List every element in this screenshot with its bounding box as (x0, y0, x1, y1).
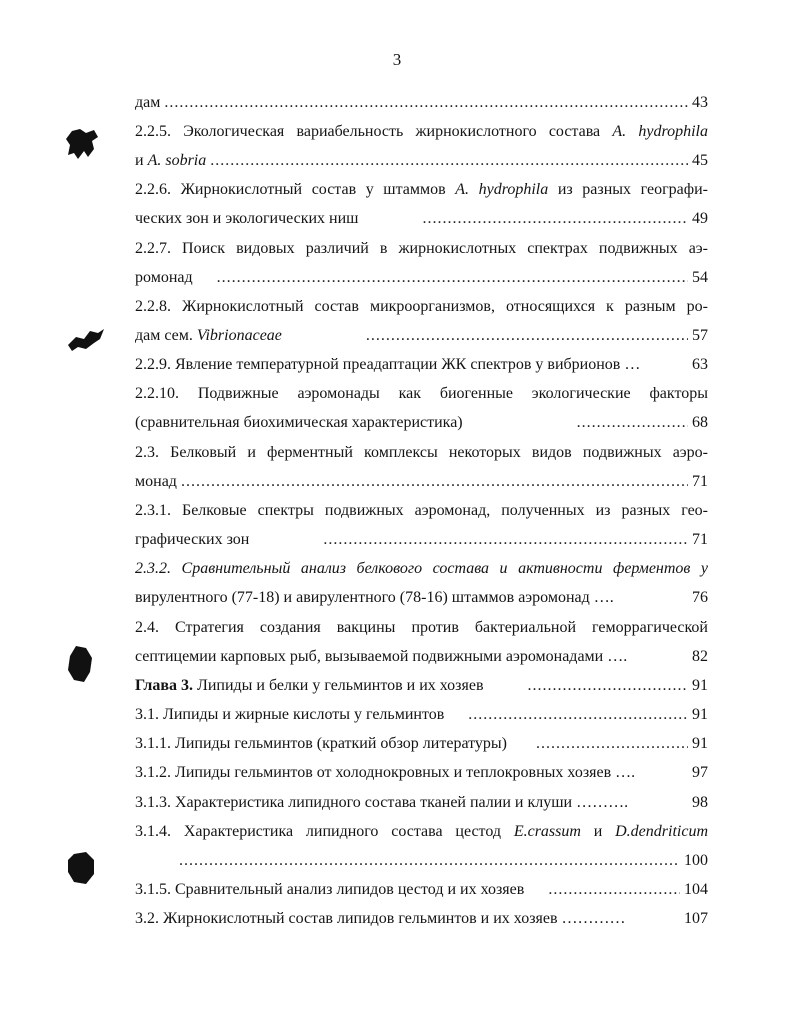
toc-line-text: из разных географи- (548, 181, 708, 198)
toc-line-1 (135, 92, 708, 114)
toc-line-19 (135, 617, 708, 639)
dot-leader (573, 412, 688, 434)
toc-line-17 (135, 558, 708, 580)
toc-line-text: 2.2.7. Поиск видовых различий в жирнокислотных спектрах подвижных аэ- (135, 240, 708, 257)
dot-leader (175, 850, 680, 872)
toc-line-text: 3.1. Липиды и жирные кислоты у гельминтов (135, 706, 445, 723)
toc-line-text: 3.1.1. Липиды гельминтов (краткий обзор литературы) (135, 735, 507, 752)
toc-line-text: 2.2.6. Жирнокислотный состав у штаммов (135, 181, 456, 198)
toc-line-text: 3.1.2. Липиды гельминтов от холоднокровных и теплокровных хозяев …. (135, 764, 636, 781)
toc-line-14 (135, 471, 708, 493)
ink-blot-2 (66, 327, 106, 353)
toc-page-number: 107 (684, 910, 708, 927)
page-number: 3 (392, 50, 402, 69)
toc-line-text: 3.1.5. Сравнительный анализ липидов цестод и их хозяев (135, 881, 525, 898)
toc-page-number: 54 (692, 269, 708, 286)
toc-line-text: и A. sobria (135, 152, 207, 169)
ink-blot-1 (64, 127, 104, 163)
toc-line-text: (сравнительная биохимическая характеристика) (135, 414, 463, 431)
dot-leader (532, 733, 688, 755)
dot-leader (464, 704, 688, 726)
toc-line-8 (135, 296, 708, 318)
toc-page-number: 63 (692, 356, 708, 373)
species-name: A. hydrophila (455, 181, 549, 198)
toc-page-number: 97 (692, 764, 708, 781)
chapter-label: Глава 3. (135, 677, 193, 694)
species-name: D.dendriticum (615, 823, 708, 840)
dot-leader (524, 675, 688, 697)
ink-blot-4 (64, 850, 98, 886)
toc-line-23 (135, 733, 708, 755)
ink-blot-3 (64, 644, 96, 684)
dot-leader (319, 529, 688, 551)
toc-line-text: монад (135, 473, 177, 490)
toc-line-text: септицемии карповых рыб, вызываемой подвижными аэромонадами …. (135, 648, 628, 665)
toc-page-number: 43 (692, 94, 708, 111)
toc-line-15 (135, 500, 708, 522)
toc-line-text: вирулентного (77-18) и авирулентного (78-16) штаммов аэромонад …. (135, 589, 614, 606)
toc-line-text: 3.2. Жирнокислотный состав липидов гельминтов и их хозяев ………… (135, 910, 626, 927)
toc-line-text: и (580, 823, 616, 840)
toc-line-18 (135, 587, 708, 609)
toc-line-29 (135, 908, 708, 930)
toc-line-20 (135, 646, 708, 668)
toc-line-text: 2.3.1. Белковые спектры подвижных аэромонад, полученных из разных гео- (135, 502, 708, 519)
toc-line-2 (135, 121, 708, 143)
toc-line-text: Глава 3. Липиды и белки у гельминтов и их хозяев (135, 677, 484, 694)
toc-line-text: ромонад (135, 269, 193, 286)
toc-page-number: 57 (692, 327, 708, 344)
toc-line-21 (135, 675, 708, 697)
toc-line-text: 2.3.2. Сравнительный анализ белкового состава и активности ферментов у (135, 560, 708, 577)
toc-page-number: 104 (684, 881, 708, 898)
toc-line-text: 2.4. Стратегия создания вакцины против бактериальной геморрагической (135, 619, 708, 636)
toc-page-number: 100 (684, 852, 708, 869)
toc-line-16 (135, 529, 708, 551)
toc-line-13 (135, 442, 708, 464)
toc-page-number: 49 (692, 210, 708, 227)
toc-page-number: 98 (692, 794, 708, 811)
toc-line-5 (135, 208, 708, 230)
toc-line-text: дам сем. Vibrionaceae (135, 327, 282, 344)
toc-page-number: 68 (692, 414, 708, 431)
toc-line-27 (135, 850, 708, 872)
dot-leader (419, 208, 689, 230)
toc-page-number: 91 (692, 677, 708, 694)
toc-line-10 (135, 354, 708, 376)
dot-leader (177, 471, 688, 493)
toc-page-number: 76 (692, 589, 708, 606)
toc-line-9 (135, 325, 708, 347)
toc-line-text: дам (135, 94, 161, 111)
toc-line-text: 2.2.8. Жирнокислотный состав микроорганизмов, относящихся к разным ро- (135, 298, 708, 315)
toc-line-3 (135, 150, 708, 172)
toc-line-26 (135, 821, 708, 843)
toc-page-number: 82 (692, 648, 708, 665)
toc-line-11 (135, 383, 708, 405)
species-name: E.crassum (513, 823, 581, 840)
family-name: Vibrionaceae (196, 327, 282, 344)
toc-page-number: 71 (692, 531, 708, 548)
toc-line-28 (135, 879, 708, 901)
toc-line-7 (135, 267, 708, 289)
toc-line-24 (135, 762, 708, 784)
toc-line-text: графических зон (135, 531, 250, 548)
species-name: A. sobria (147, 152, 207, 169)
toc-page-number: 45 (692, 152, 708, 169)
dot-leader (160, 92, 688, 114)
toc-line-text: 2.3. Белковый и ферментный комплексы некоторых видов подвижных аэро- (135, 444, 708, 461)
toc-line-text: 2.2.9. Явление температурной преадаптации ЖК спектров у вибрионов … (135, 356, 641, 373)
toc-line-25 (135, 792, 708, 814)
species-name: A. hydrophila (612, 123, 708, 140)
toc-line-4 (135, 179, 708, 201)
toc-line-6 (135, 238, 708, 260)
toc-page-number: 91 (692, 735, 708, 752)
toc-page-number: 71 (692, 473, 708, 490)
dot-leader (362, 325, 688, 347)
toc-line-text: 2.2.5. Экологическая вариабельность жирнокислотного состава (135, 123, 613, 140)
toc-line-text: 2.2.10. Подвижные аэромонады как биогенные экологические факторы (135, 385, 708, 402)
toc-page-number: 91 (692, 706, 708, 723)
toc-line-text: 3.1.4. Характеристика липидного состава цестод (135, 823, 514, 840)
toc-line-22 (135, 704, 708, 726)
toc-line-text: ческих зон и экологических ниш (135, 210, 359, 227)
dot-leader (206, 150, 688, 172)
toc-line-12 (135, 412, 708, 434)
dot-leader (544, 879, 680, 901)
dot-leader (213, 267, 688, 289)
toc-line-text: 3.1.3. Характеристика липидного состава тканей палии и клуши ………. (135, 794, 629, 811)
